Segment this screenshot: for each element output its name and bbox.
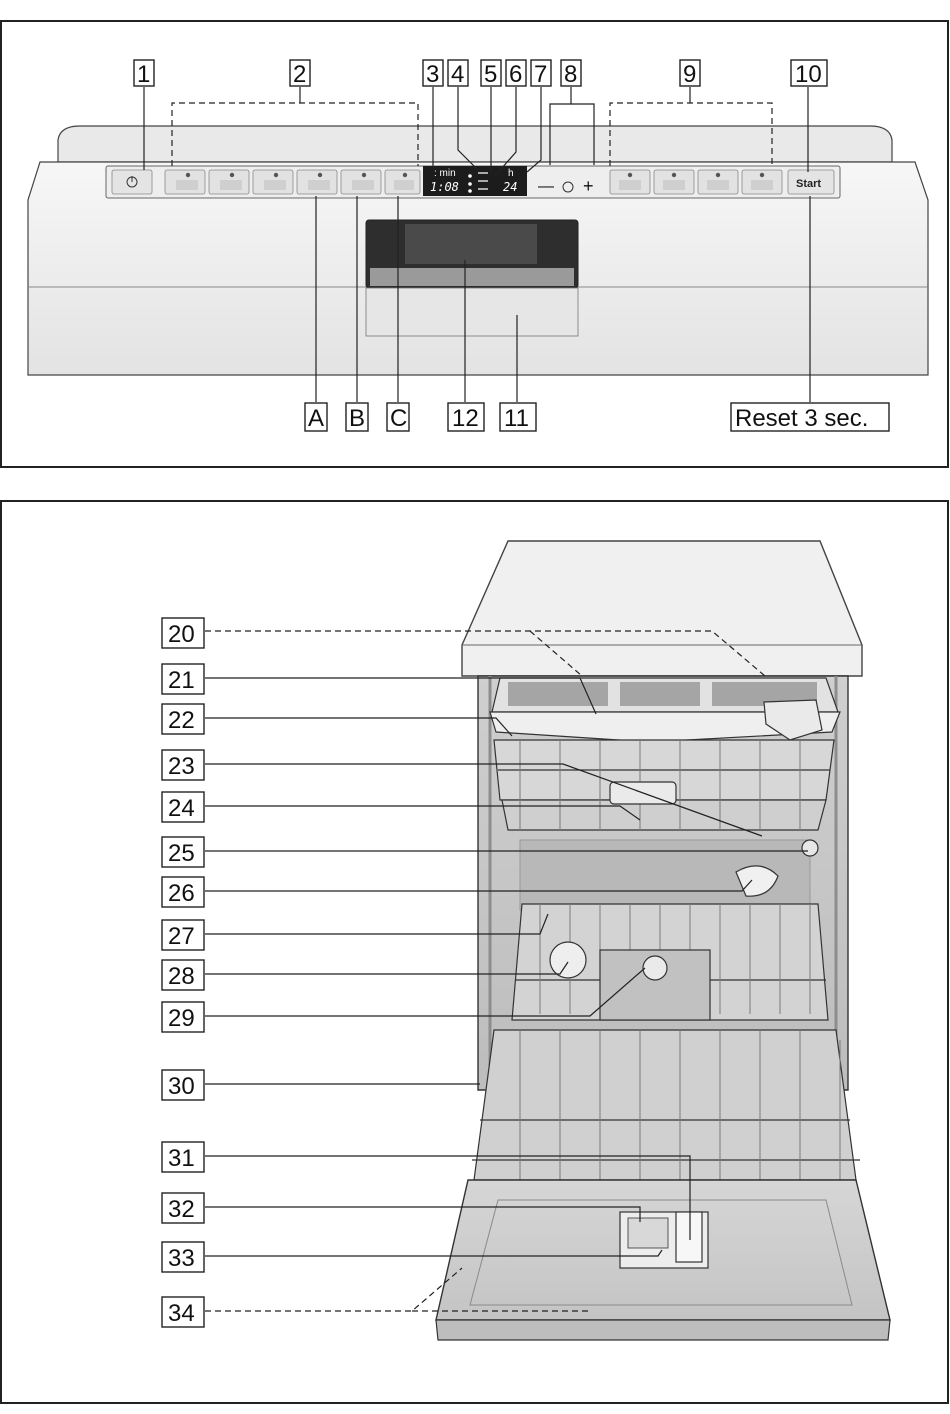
callout-8: 8 [564, 61, 578, 88]
dispenser-latch[interactable] [676, 1212, 702, 1262]
callout-22: 22 [168, 707, 195, 734]
lower-basket [472, 1030, 860, 1180]
callout-20: 20 [168, 621, 195, 648]
callout-5: 5 [484, 61, 498, 88]
callout-34: 34 [168, 1300, 195, 1327]
salt-container [550, 942, 586, 978]
callout-7: 7 [534, 61, 548, 88]
callout-31: 31 [168, 1145, 195, 1172]
handle-edge [370, 268, 574, 286]
callout-4: 4 [451, 61, 465, 88]
control-panel-figure [1, 21, 948, 467]
callout-25: 25 [168, 840, 195, 867]
middle-basket [512, 904, 828, 1020]
callout-23: 23 [168, 753, 195, 780]
worktop [462, 541, 862, 676]
handle-grip [405, 224, 537, 264]
display-right-caption: h [508, 168, 514, 179]
callout-3: 3 [426, 61, 440, 88]
dispenser-compartment [628, 1218, 668, 1248]
timer-plus-button[interactable]: + [583, 176, 594, 196]
appliance-top-edge [58, 126, 892, 162]
callout-21: 21 [168, 667, 195, 694]
detergent-dispenser[interactable] [620, 1212, 708, 1268]
option-button[interactable] [742, 170, 782, 194]
option-button[interactable] [654, 170, 694, 194]
callout-28: 28 [168, 963, 195, 990]
callout-29: 29 [168, 1005, 195, 1032]
callout-27: 27 [168, 923, 195, 950]
option-button[interactable] [610, 170, 650, 194]
callout-6: 6 [509, 61, 523, 88]
programme-button[interactable] [341, 170, 381, 194]
display-left-caption: : min [434, 168, 456, 179]
callout-B: B [349, 405, 366, 432]
programme-button[interactable] [253, 170, 293, 194]
callout-C: C [390, 405, 408, 432]
programme-button[interactable] [209, 170, 249, 194]
callout-12: 12 [452, 405, 479, 432]
callout-10: 10 [795, 61, 822, 88]
reset-label: Reset 3 sec. [735, 405, 869, 432]
timer-minus-button[interactable]: — [538, 178, 554, 195]
callout-1: 1 [137, 61, 151, 88]
callout-32: 32 [168, 1196, 195, 1223]
callout-24: 24 [168, 795, 195, 822]
callout-2: 2 [293, 61, 307, 88]
indicator-light [468, 174, 472, 178]
interior-callouts [162, 618, 204, 1327]
display-block [423, 166, 527, 196]
filter-spray-nozzle [802, 840, 818, 856]
callout-A: A [308, 405, 325, 432]
programme-button[interactable] [297, 170, 337, 194]
callout-26: 26 [168, 880, 195, 907]
power-button[interactable] [112, 170, 152, 194]
option-button[interactable] [698, 170, 738, 194]
display-left-value: 1:08 [430, 180, 459, 194]
display-right-value: 24 [503, 180, 518, 194]
indicator-light [468, 182, 472, 186]
interior-figure [1, 501, 948, 1403]
callout-33: 33 [168, 1245, 195, 1272]
callout-30: 30 [168, 1073, 195, 1100]
start-button[interactable] [788, 170, 834, 194]
programme-button[interactable] [385, 170, 420, 194]
indicator-light [468, 189, 472, 193]
programme-button[interactable] [165, 170, 205, 194]
callout-9: 9 [683, 61, 697, 88]
start-label: Start [796, 178, 822, 190]
callout-11: 11 [504, 405, 529, 432]
